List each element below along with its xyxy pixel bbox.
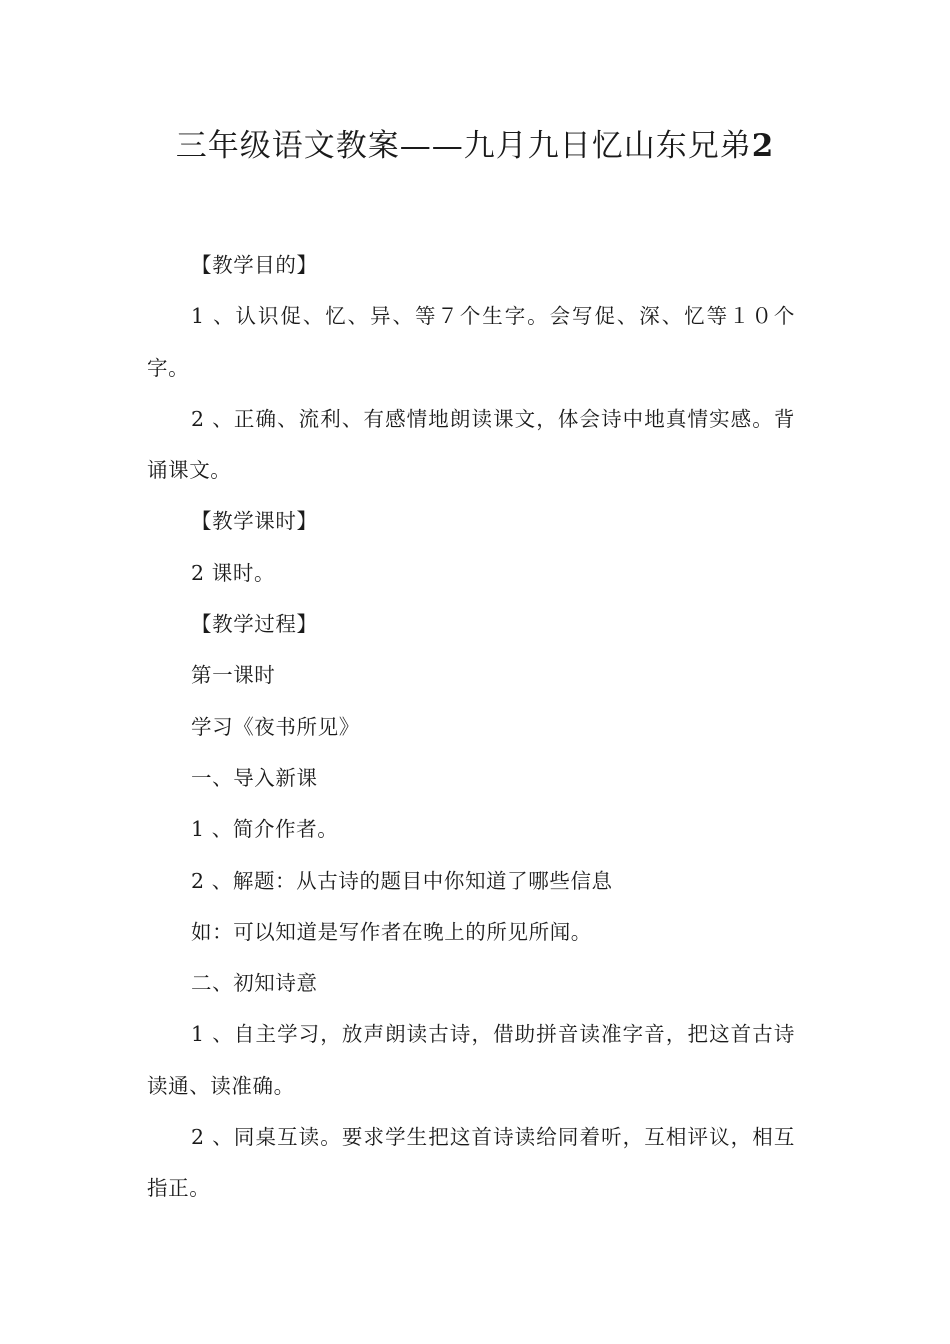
step-item: 1 、简介作者。 xyxy=(191,817,339,842)
step-heading-2: 二、初知诗意 xyxy=(191,971,318,996)
objective-item-1: 1 、认识促、忆、异、等７个生字。会写促、深、忆等１０个字。 xyxy=(147,304,795,380)
section-heading-process: 【教学过程】 xyxy=(191,612,318,637)
section-heading-objectives: 【教学目的】 xyxy=(191,253,318,277)
section-heading-class-hours: 【教学课时】 xyxy=(191,509,318,534)
document-title-number: 2 xyxy=(751,128,775,164)
document-body xyxy=(147,240,795,1215)
step-item: 2 、同桌互读。要求学生把这首诗读给同着听，互相评议，相互指正。 xyxy=(147,1125,795,1201)
step-example: 如：可以知道是写作者在晚上的所见所闻。 xyxy=(191,919,592,944)
lesson-topic: 学习《夜书所见》 xyxy=(191,714,360,739)
objective-item-2: 2 、正确、流利、有感情地朗读课文，体会诗中地真情实感。背诵课文。 xyxy=(147,406,795,483)
document-title xyxy=(0,120,950,172)
step-item: 2 、解题：从古诗的题目中你知道了哪些信息 xyxy=(191,868,613,893)
lesson-label: 第一课时 xyxy=(191,663,276,688)
step-item: 1 、自主学习，放声朗读古诗，借助拼音读准字音，把这首古诗读通、读准确。 xyxy=(147,1022,795,1098)
step-heading-1: 一、导入新课 xyxy=(191,765,318,790)
document-title-text: 三年级语文教案——九月九日忆山东兄弟 xyxy=(175,128,752,164)
class-hours-value: 2 课时。 xyxy=(191,560,276,585)
